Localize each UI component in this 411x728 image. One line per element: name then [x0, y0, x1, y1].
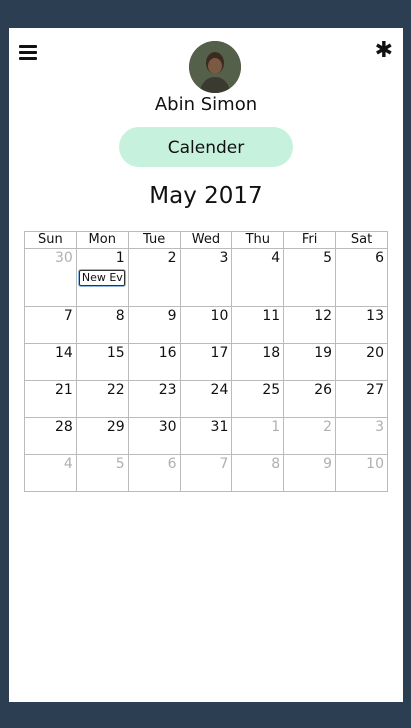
day-number: 20: [366, 345, 384, 361]
calender-button[interactable]: Calender: [119, 127, 293, 167]
day-cell[interactable]: [232, 344, 284, 381]
day-number: 6: [375, 250, 384, 266]
day-cell[interactable]: [128, 418, 180, 455]
day-cell[interactable]: [336, 249, 388, 307]
week-row: [25, 381, 388, 418]
week-row: [25, 344, 388, 381]
day-cell[interactable]: [25, 381, 77, 418]
day-number: 7: [63, 308, 73, 324]
day-number: 4: [63, 456, 73, 472]
week-row: [25, 418, 388, 455]
day-number: 11: [262, 308, 281, 324]
day-cell[interactable]: [336, 418, 388, 455]
day-number: 1: [271, 419, 281, 435]
day-cell[interactable]: [232, 455, 284, 492]
day-cell[interactable]: [284, 381, 336, 418]
day-cell[interactable]: [232, 249, 284, 307]
day-cell[interactable]: [180, 307, 232, 344]
day-number: 12: [314, 308, 333, 324]
day-number: 2: [323, 419, 333, 435]
weekday-header-row: [25, 232, 388, 249]
day-cell[interactable]: [336, 455, 388, 492]
day-number: 24: [210, 382, 229, 398]
day-number: 14: [55, 345, 73, 361]
weekday-header: Sun: [25, 232, 77, 249]
weekday-header: Mon: [76, 232, 128, 249]
day-number: 8: [271, 456, 281, 472]
day-cell[interactable]: [284, 344, 336, 381]
day-cell[interactable]: [232, 381, 284, 418]
day-cell[interactable]: [76, 307, 128, 344]
hamburger-menu-icon[interactable]: [19, 45, 37, 60]
day-cell[interactable]: [336, 381, 388, 418]
day-number: 31: [210, 419, 229, 435]
day-number: 18: [262, 345, 281, 361]
day-cell[interactable]: [128, 455, 180, 492]
day-cell[interactable]: [180, 344, 232, 381]
day-number: 25: [262, 382, 281, 398]
day-cell[interactable]: [180, 455, 232, 492]
day-cell[interactable]: [284, 307, 336, 344]
day-number: 9: [167, 308, 177, 324]
day-number: 30: [55, 250, 73, 266]
day-number: 19: [314, 345, 333, 361]
day-number: 15: [106, 345, 125, 361]
day-cell[interactable]: [284, 455, 336, 492]
day-cell[interactable]: [76, 344, 128, 381]
weekday-header: Wed: [180, 232, 232, 249]
day-number: 22: [106, 382, 125, 398]
weekday-header: Sat: [336, 232, 388, 249]
day-cell[interactable]: [180, 381, 232, 418]
day-number: 9: [323, 456, 333, 472]
day-cell[interactable]: [25, 344, 77, 381]
calendar-grid: [24, 231, 388, 492]
day-number: 23: [158, 382, 177, 398]
day-number: 21: [55, 382, 73, 398]
day-number: 5: [323, 250, 333, 266]
week-row: [25, 307, 388, 344]
day-cell[interactable]: [128, 249, 180, 307]
day-number: 1: [115, 250, 125, 266]
day-cell[interactable]: [25, 307, 77, 344]
day-cell[interactable]: [128, 381, 180, 418]
day-number: 26: [314, 382, 333, 398]
day-cell[interactable]: [128, 307, 180, 344]
day-number: 10: [366, 456, 384, 472]
day-number: 8: [115, 308, 125, 324]
day-number: 16: [158, 345, 177, 361]
day-cell[interactable]: [76, 455, 128, 492]
day-cell[interactable]: [180, 249, 232, 307]
weekday-header: Tue: [128, 232, 180, 249]
user-name: Abin Simon: [154, 94, 258, 115]
day-number: 2: [167, 250, 177, 266]
asterisk-icon[interactable]: ✱: [374, 38, 393, 63]
day-cell[interactable]: [232, 307, 284, 344]
week-row: [25, 455, 388, 492]
day-number: 30: [158, 419, 177, 435]
day-number: 29: [106, 419, 125, 435]
day-number: 4: [271, 250, 281, 266]
day-number: 6: [167, 456, 177, 472]
weekday-header: Fri: [284, 232, 336, 249]
day-cell[interactable]: [76, 418, 128, 455]
day-cell[interactable]: [25, 418, 77, 455]
day-number: 10: [210, 308, 229, 324]
day-number: 27: [366, 382, 384, 398]
day-cell[interactable]: [180, 418, 232, 455]
weekday-header: Thu: [232, 232, 284, 249]
day-cell[interactable]: [336, 344, 388, 381]
day-number: 7: [219, 456, 229, 472]
main-card: [9, 28, 403, 702]
day-number: 3: [219, 250, 229, 266]
event-input[interactable]: New Ev: [79, 270, 125, 286]
day-cell[interactable]: [284, 418, 336, 455]
day-cell[interactable]: [76, 249, 128, 307]
day-cell[interactable]: [128, 344, 180, 381]
day-cell[interactable]: [76, 381, 128, 418]
week-row: [25, 249, 388, 307]
day-number: 5: [115, 456, 125, 472]
avatar[interactable]: [189, 41, 241, 93]
day-number: 28: [55, 419, 73, 435]
day-cell[interactable]: [25, 249, 77, 307]
day-cell[interactable]: [336, 307, 388, 344]
day-cell[interactable]: [25, 455, 77, 492]
day-number: 17: [210, 345, 229, 361]
day-number: 13: [366, 308, 384, 324]
day-number: 3: [375, 419, 384, 435]
day-cell[interactable]: [284, 249, 336, 307]
day-cell[interactable]: [232, 418, 284, 455]
avatar-photo: [189, 41, 241, 93]
month-title: May 2017: [149, 183, 263, 209]
